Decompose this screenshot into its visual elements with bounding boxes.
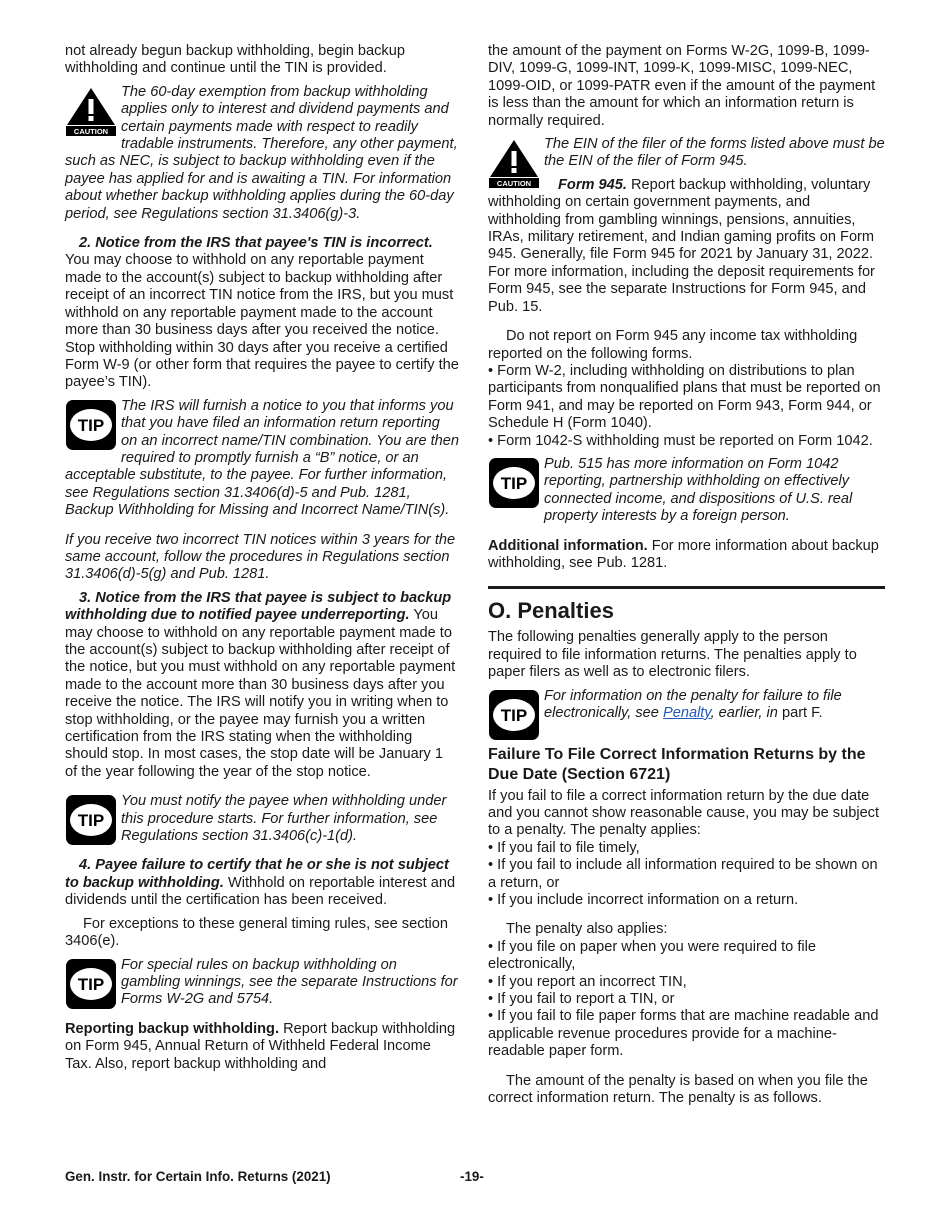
do-not-report-paragraph: Do not report on Form 945 any income tax withholding reported on the following forms. [488,328,858,362]
subsection-heading: Failure To File Correct Information Returns by the Due Date (Section 6721) [488,745,866,783]
right-column [488,43,885,1108]
section-3-paragraph: 3. Notice from the IRS that payee is subject to backup withholding due to notified payee underreporting. You may choose to withhold on any reportable payment made to the account(s) subject to backup withholding after receipt of the notice, but you must withhold on any reportable payment made to the account more than 30 business days after you receive the notice. The IRS will notify you in writing when to stop withholding, or the payee may furnish you a written certification from the IRS stating when the withholding should stop. In most cases, the stop date will be January 1 of the year following the year of the stop notice. [65,589,456,780]
list-item: • If you fail to report a TIN, or [488,991,885,1008]
section-divider [488,586,885,589]
caution-note-60-day [65,84,459,223]
exceptions-paragraph: For exceptions to these general timing rules, see section 3406(e). [65,915,449,950]
tip-icon [65,958,117,1010]
caution-text: The EIN of the filer of the forms listed above must be the EIN of the filer of Form 945. [544,136,885,170]
tip-note-irs-notice [65,398,459,520]
list-item: • Form 1042-S withholding must be reported on Form 1042. [488,433,885,450]
continued-paragraph: the amount of the payment on Forms W-2G, 1099-B, 1099-DIV, 1099-G, 1099-INT, 1099-K, 1099-MISC, 1099-NEC, 1099-OID, or 1099-PATR even if the amount of the payment is less than the amount for which an information return is normally required. [488,43,876,129]
list-item: • If you fail to file paper forms that are machine readable and applicable revenue procedures provide for a machine-readable paper form. [488,1008,885,1060]
tip-icon [65,399,117,451]
tip-note-pub-515 [488,456,885,526]
also-applies: The penalty also applies: [506,921,668,938]
tip-icon [65,794,117,846]
tip-text: Pub. 515 has more information on Form 1042 reporting, partnership withholding on effectively connected income, and dispositions of U.S. real property interests by a foreign person. [544,455,853,525]
tip-text: You must notify the payee when withholding under this procedure starts. For further information, see Regulations section 31.3406(c)-1(d). [121,793,447,845]
section-title: O. Penalties [488,598,614,624]
penalties-intro: The following penalties generally apply to the person required to file information returns. The penalties apply to paper filers as well as to electronic filers. [488,629,857,681]
continued-paragraph: not already begun backup withholding, begin backup withholding and continue until the TIN is provided. [65,43,405,77]
tip-text: For information on the penalty for failure to file electronically, see Penalty, earlier, in part F. [544,687,842,721]
penalty-amount-paragraph: The amount of the penalty is based on when you file the correct information return. The penalty is as follows. [488,1072,868,1107]
svg-text:CAUTION: CAUTION [496,179,532,189]
svg-text:TIP: TIP [77,974,105,994]
svg-text:CAUTION: CAUTION [73,126,109,136]
page-number: -19- [460,1169,484,1184]
two-notices-paragraph: If you receive two incorrect TIN notices within 3 years for the same account, follow the procedures in Regulations section 31.3406(d)-5(g) and Pub. 1281. [65,531,456,583]
penalty-link[interactable]: Penalty [662,705,711,721]
tip-text: For special rules on backup withholding on gambling winnings, see the separate Instructions for Forms W-2G and 5754. [121,956,458,1008]
footer-title: Gen. Instr. for Certain Info. Returns (2021) [65,1169,331,1184]
svg-text:TIP: TIP [500,705,528,725]
tip-note-electronic-penalty [488,688,885,723]
tip-text: The IRS will furnish a notice to you that informs you that you have filed an information return reporting on an incorrect name/TIN combination. You are then required to promptly furnish a “B” notice, or an acceptable substitute, to the payee. For further information, see Regulations section 31.3406(d)-5 and Pub. 1281, Backup Withholding for Missing and Incorrect Name/TIN(s). [65,397,460,519]
svg-text:TIP: TIP [77,811,105,831]
list-item: • If you report an incorrect TIN, [488,974,885,991]
tip-icon [488,689,540,741]
section-2-paragraph: 2. Notice from the IRS that payee's TIN is incorrect. You may choose to withhold on any reportable payment made to the account(s) subject to backup withholding after receipt of an incorrect TIN notice from the IRS, but you must withhold on any reportable payment made to the account more than 30 business days after you received the notice. Stop withholding within 30 days after you receive a certified Form W-9 (or other form that requires the payee to certify the payee’s TIN). [65,235,459,391]
list-item: • If you fail to include all information required to be shown on a return, or [488,857,885,892]
tip-note-gambling [65,957,459,1009]
caution-icon [488,137,540,189]
list-item: • If you fail to file timely, [488,840,885,857]
tip-icon [488,457,540,509]
page-footer [65,1168,885,1188]
caution-note-ein [488,136,885,189]
reporting-backup-paragraph: Reporting backup withholding. Report backup withholding on Form 945, Annual Return of Withheld Federal Income Tax. Also, report backup withholding and [65,1020,456,1072]
failure-intro: If you fail to file a correct information return by the due date and you cannot show reasonable cause, you may be subject to a penalty. The penalty applies: [488,787,880,839]
tip-note-notify-payee [65,793,459,845]
additional-info-paragraph: Additional information. For more information about backup withholding, see Pub. 1281. [488,537,879,571]
list-item: • If you include incorrect information on a return. [488,892,885,909]
svg-text:TIP: TIP [500,473,528,493]
caution-icon [65,85,117,137]
form-945-paragraph: Form 945. Report backup withholding, voluntary withholding on certain government payments, and withholding from gambling winnings, pensions, annuities, IRAs, military retirement, and Indian gaming profits on Form 945. Generally, file Form 945 for 2021 by January 31, 2022. For more information, including the deposit requirements for Form 945, see the separate Instructions for Form 945, and Pub. 15. [488,176,875,315]
left-column [65,43,459,1073]
svg-text:TIP: TIP [77,415,105,435]
section-4-paragraph: 4. Payee failure to certify that he or she is not subject to backup withholding. Withhold on reportable interest and dividends until the certification has been received. [65,857,456,909]
caution-text: The 60-day exemption from backup withholding applies only to interest and dividend payments and certain payments made with respect to readily tradable instruments. Therefore, any other payment, such as NEC, is subject to backup withholding even if the payee has applied for and is awaiting a TIN. For information about whether backup withholding applies during the 60-day period, see Regulations section 31.3406(g)-3. [65,83,458,222]
list-item: • Form W-2, including withholding on distributions to plan participants from nonqualified plans that must be reported on Form 941, and may be reported on Form 943, Form 944, or Schedule H (Form 1040). [488,363,885,433]
list-item: • If you file on paper when you were required to file electronically, [488,939,885,974]
